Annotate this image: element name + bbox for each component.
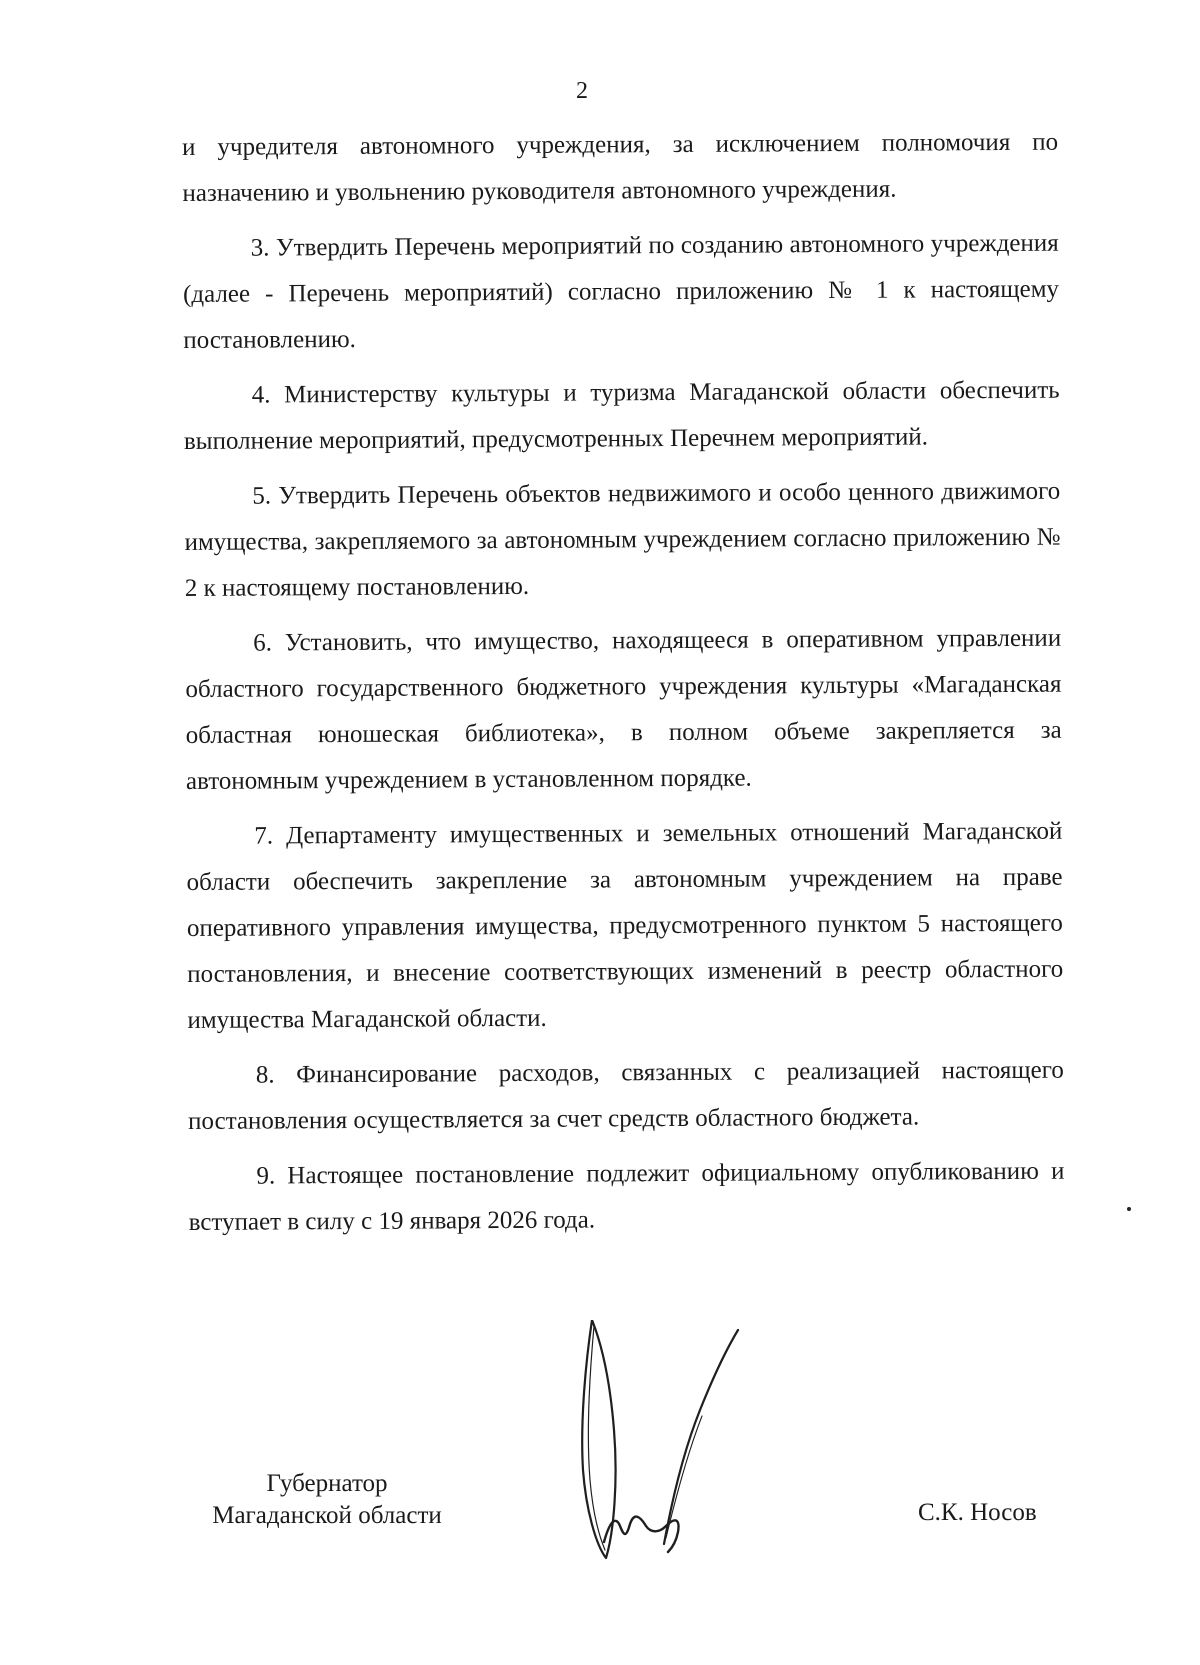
signer-position-line1: Губернатор	[266, 1470, 388, 1497]
paragraph-continuation: и учредителя автономного учреждения, за исключением полномочия по назначению и увольнению руководителя автономного учреждения.	[182, 128, 1059, 207]
paragraph-item-4: 4. Министерству культуры и туризма Магаданской области обеспечить выполнение мероприятий, предусмотренных Перечнем мероприятий.	[183, 376, 1060, 455]
signer-position	[192, 1468, 462, 1532]
handwritten-signature-icon	[580, 1320, 780, 1570]
paragraph-item-9: 9. Настоящее постановление подлежит официальному опубликованию и вступает в силу с 19 января 2026 года.	[188, 1157, 1065, 1236]
paragraph-item-6: 6. Установить, что имущество, находящееся в оперативном управлении областного государственного бюджетного учреждения культуры «Магаданская областная юношеская библиотека», в полном объеме закрепляется за автономным учреждением в установленном порядке.	[185, 624, 1062, 795]
paragraph-item-5: 5. Утвердить Перечень объектов недвижимого и особо ценного движимого имущества, закрепляемого за автономным учреждением согласно приложению № 2 к настоящему постановлению.	[184, 477, 1061, 602]
paragraph-item-7: 7. Департаменту имущественных и земельных отношений Магаданской области обеспечить закрепление за автономным учреждением на праве оперативного управления имущества, предусмотренного пунктом 5 настоящего постановления, и внесение соответствующих изменений в реестр областного имущества Магаданской области.	[186, 817, 1064, 1034]
page-number: 2	[576, 78, 588, 104]
signer-position-line2: Магаданской области	[212, 1502, 442, 1529]
paragraph-item-8: 8. Финансирование расходов, связанных с реализацией настоящего постановления осуществляется за счет средств областного бюджета.	[188, 1056, 1064, 1135]
paragraph-item-3: 3. Утвердить Перечень мероприятий по созданию автономного учреждения (далее - Перечень мероприятий) согласно приложению № 1 к настоящему постановлению.	[182, 229, 1060, 354]
signer-name: С.К. Носов	[918, 1499, 1037, 1526]
